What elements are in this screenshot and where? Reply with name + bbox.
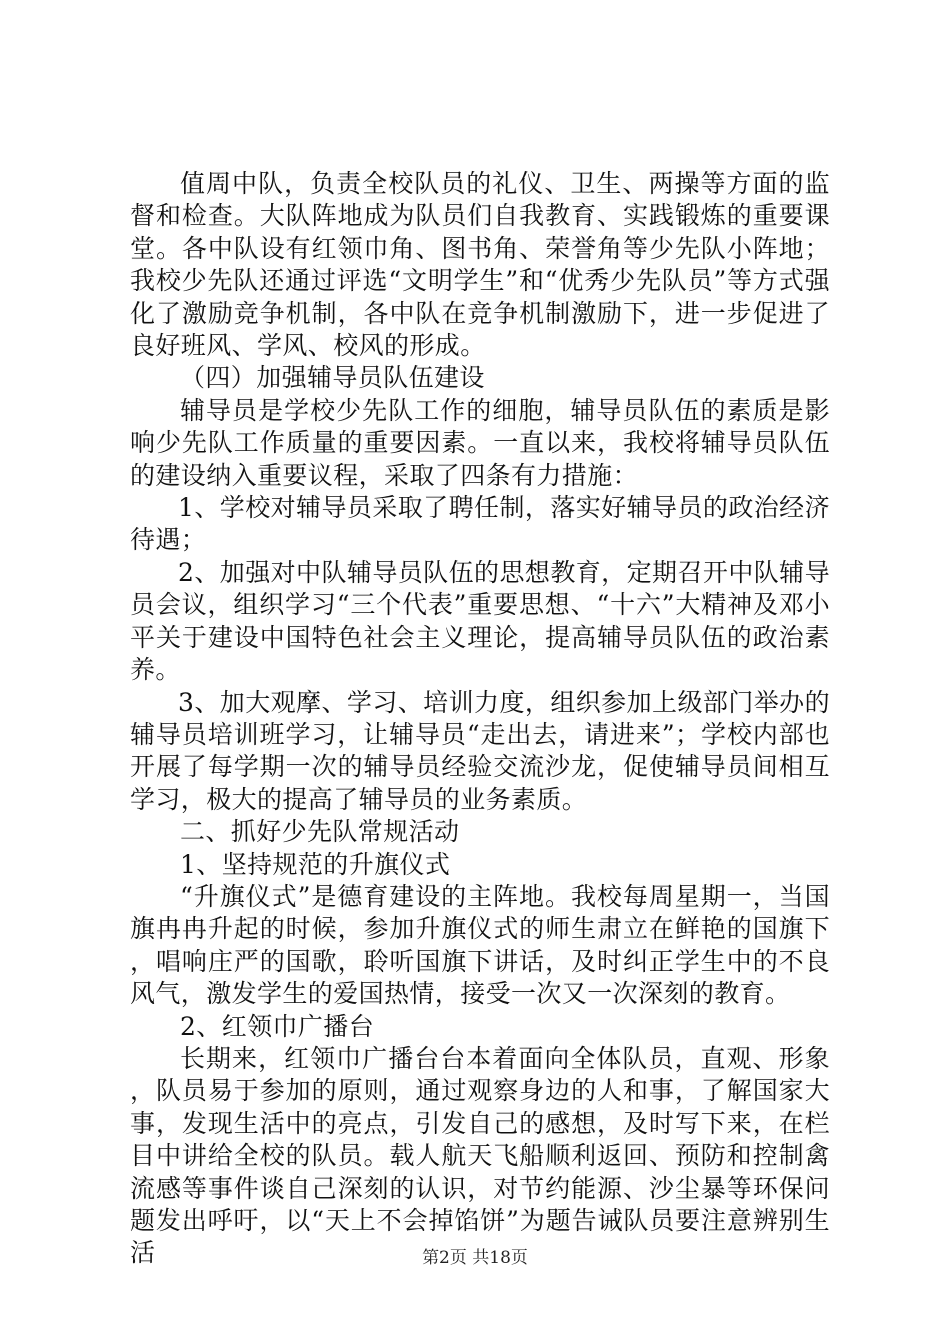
- page-number-footer: 第2页 共18页: [422, 1248, 528, 1268]
- paragraph-counselor-intro: 辅导员是学校少先队工作的细胞，辅导员队伍的素质是影响少先队工作质量的重要因素。一直以来，我校将辅导员队伍的建设纳入重要议程，采取了四条有力措施：: [130, 395, 830, 490]
- paragraph-duty-squad: 值周中队，负责全校队员的礼仪、卫生、两操等方面的监督和检查。大队阵地成为队员们自我教育、实践锻炼的重要课堂。各中队设有红领巾角、图书角、荣誉角等少先队小阵地；我校少先队还通过评选“文明学生”和“优秀少先队员”等方式强化了激励竞争机制，各中队在竞争机制激励下，进一步促进了良好班风、学风、校风的形成。: [130, 169, 830, 361]
- paragraph-measure-3: 3、加大观摩、学习、培训力度，组织参加上级部门举办的辅导员培训班学习，让辅导员“走出去，请进来”；学校内部也开展了每学期一次的辅导员经验交流沙龙，促使辅导员间相互学习，极大的提高了辅导员的业务素质。: [130, 687, 830, 814]
- paragraph-flag-ceremony: “升旗仪式”是德育建设的主阵地。我校每周星期一，当国旗冉冉升起的时候，参加升旗仪式的师生肃立在鲜艳的国旗下，唱响庄严的国歌，聆听国旗下讲话，及时纠正学生中的不良风气，激发学生的爱国热情，接受一次又一次深刻的教育。: [130, 881, 830, 1009]
- document-body: [130, 168, 830, 1270]
- heading-flag-ceremony: 1、坚持规范的升旗仪式: [180, 849, 451, 879]
- paragraph-measure-2: 2、加强对中队辅导员队伍的思想教育，定期召开中队辅导员会议，组织学习“三个代表”重要思想、“十六”大精神及邓小平关于建设中国特色社会主义理论，提高辅导员队伍的政治素养。: [130, 557, 830, 685]
- paragraph-measure-1: 1、学校对辅导员采取了聘任制，落实好辅导员的政治经济待遇；: [130, 493, 830, 555]
- heading-radio-station: 2、红领巾广播台: [180, 1011, 375, 1041]
- heading-routine-activities: 二、抓好少先队常规活动: [180, 817, 460, 847]
- heading-counselor-team: （四）加强辅导员队伍建设: [180, 363, 485, 393]
- paragraph-radio-station: 长期来，红领巾广播台台本着面向全体队员，直观、形象，队员易于参加的原则，通过观察身边的人和事，了解国家大事，发现生活中的亮点，引发自己的感想，及时写下来，在栏目中讲给全校的队员。载人航天飞船顺利返回、预防和控制禽流感等事件谈自己深刻的认识，对节约能源、沙尘暴等环保问题发出呼吁，以“天上不会掉馅饼”为题告诫队员要注意辨别生活: [130, 1043, 830, 1268]
